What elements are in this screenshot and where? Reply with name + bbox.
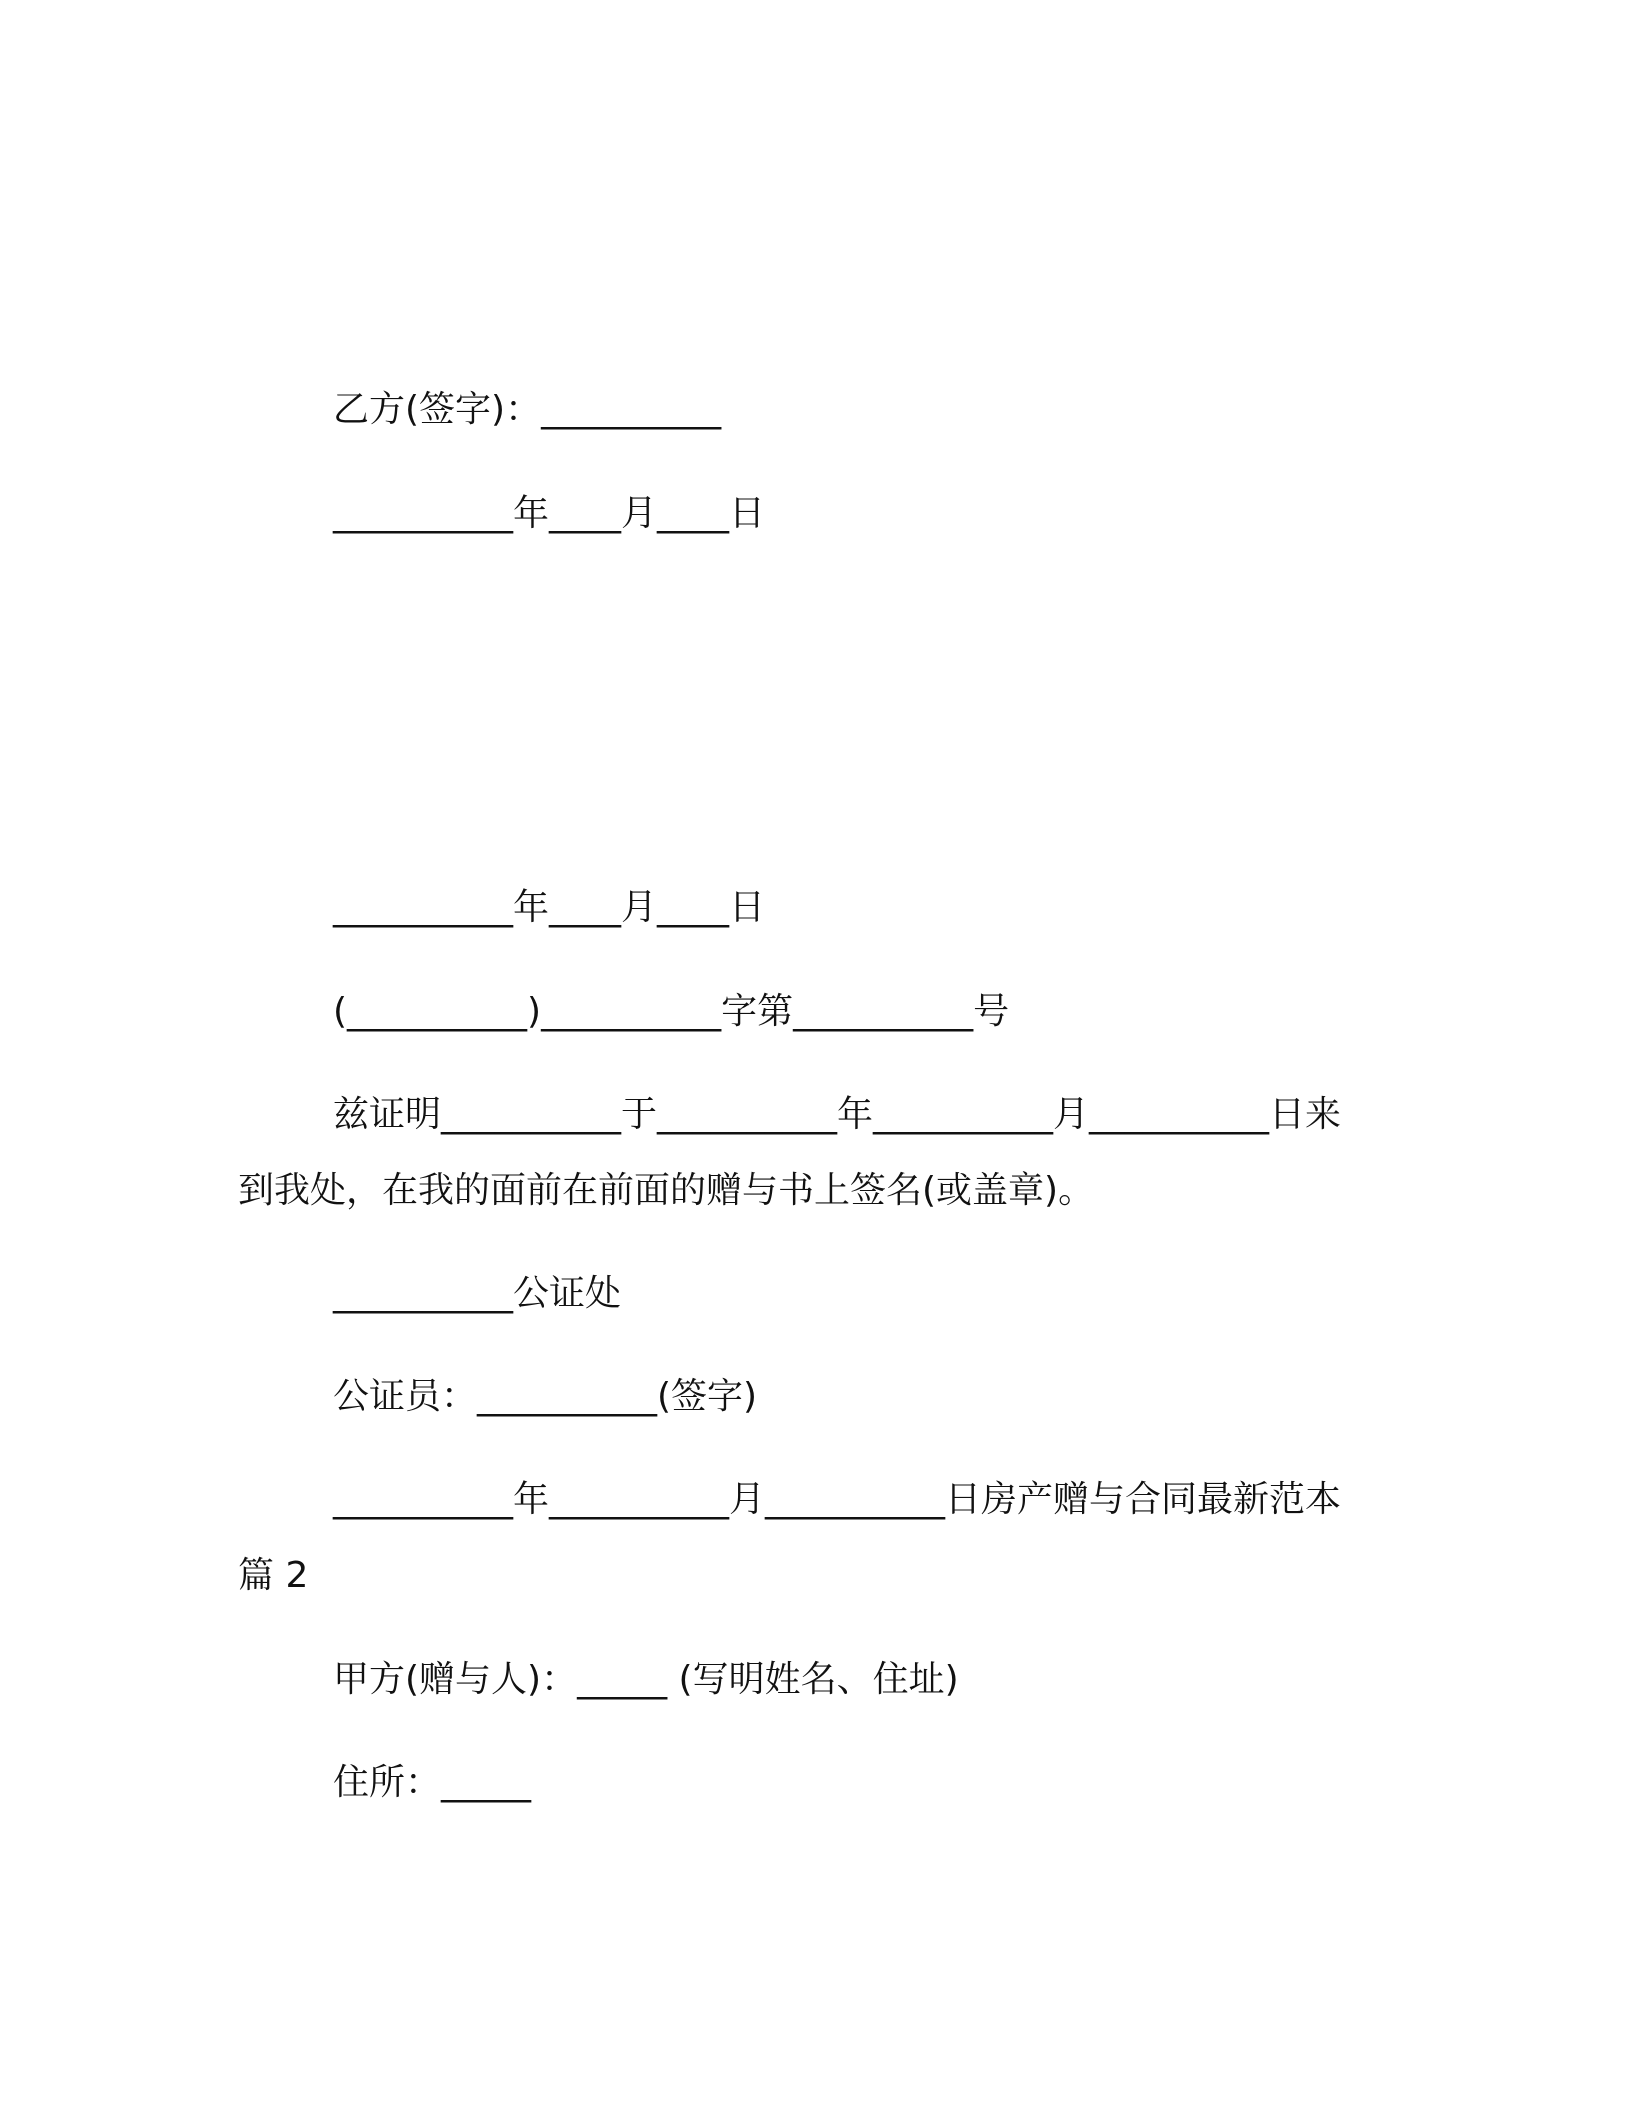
section-title-line: 篇 2: [238, 1555, 309, 1596]
certify-paragraph-line: 到我处，在我的面前在前面的赠与书上签名(或盖章)。: [238, 1170, 1095, 1211]
notary-signature-line: 公证员：__________(签字): [333, 1376, 758, 1417]
party-a-donor-line: 甲方(赠与人)：_____ (写明姓名、住址): [333, 1659, 959, 1700]
certify-paragraph-line: 兹证明__________于__________年__________月__________日来: [333, 1094, 1342, 1135]
notary-office-line: __________公证处: [333, 1273, 622, 1314]
party-b-signature-line: 乙方(签字)：__________: [333, 389, 722, 430]
residence-line: 住所：_____: [333, 1762, 532, 1803]
date-line: __________年____月____日: [333, 493, 765, 534]
date-line: __________年____月____日: [333, 887, 765, 928]
notary-number-line: (__________)__________字第__________号: [333, 991, 1010, 1032]
date-title-line: __________年__________月__________日房产赠与合同最新范本: [333, 1479, 1342, 1520]
